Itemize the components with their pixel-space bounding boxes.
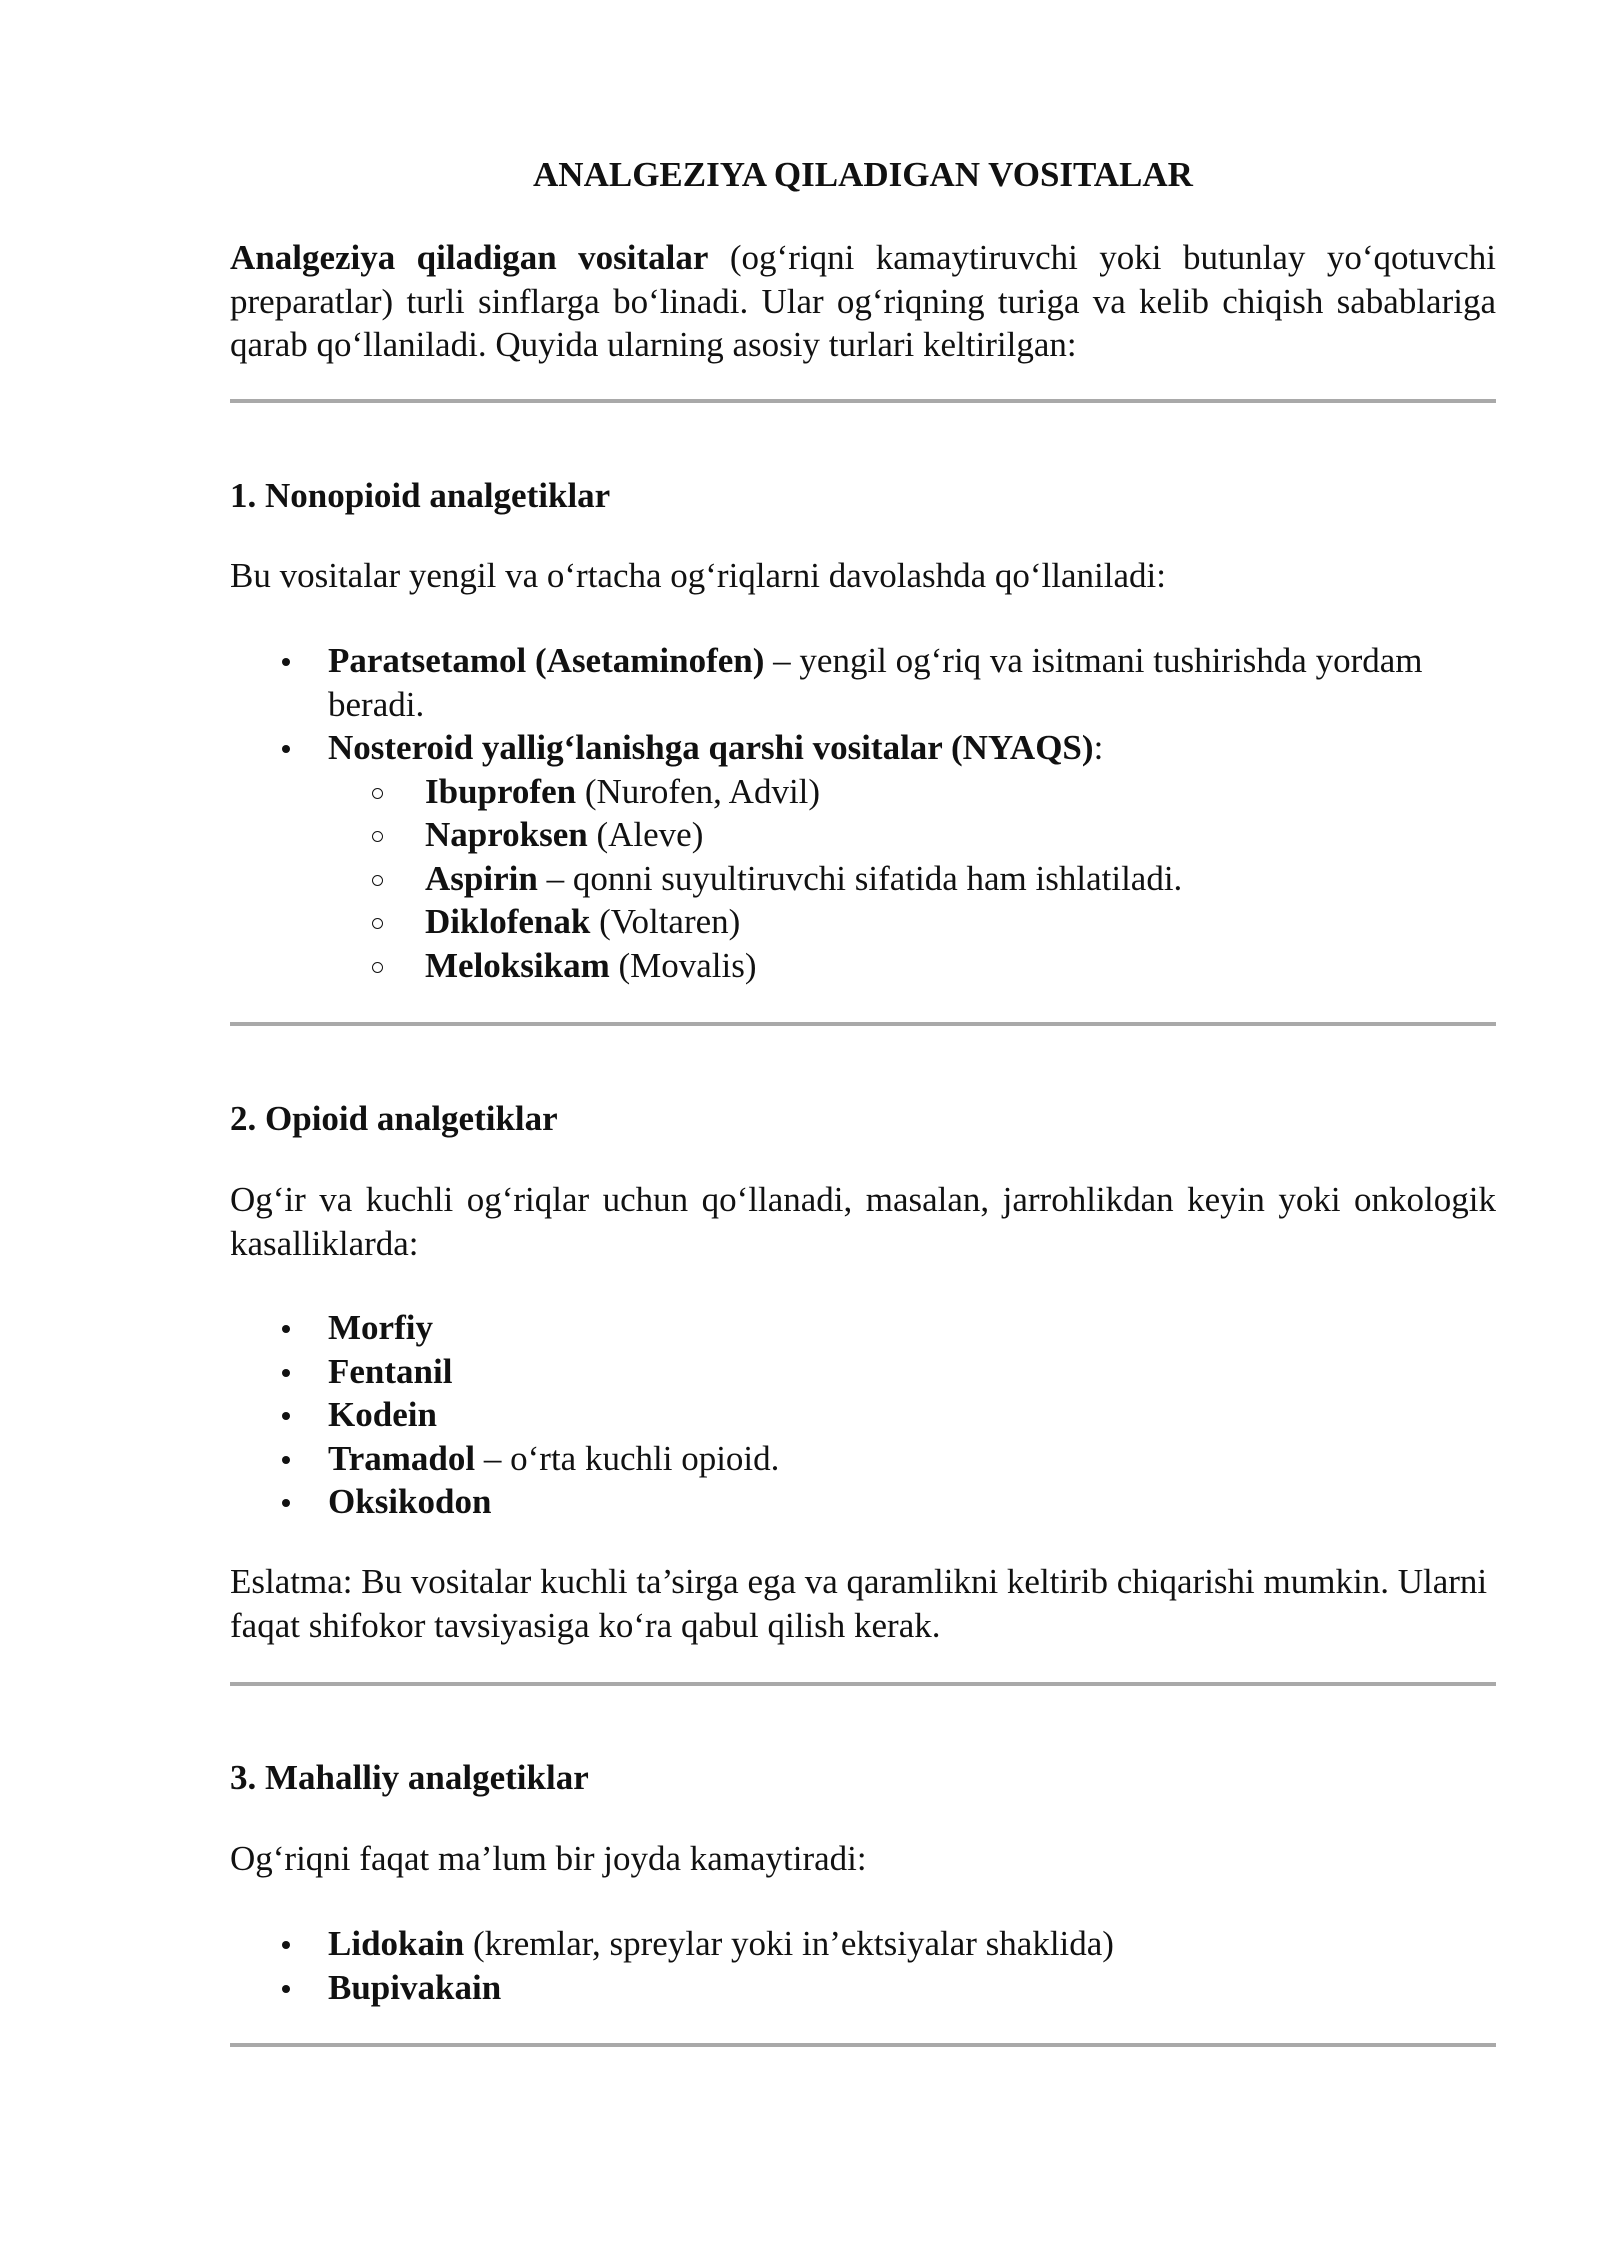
circle-bullet-icon	[372, 788, 383, 799]
item-bold: Oksikodon	[328, 1482, 492, 1521]
section-1-description: Bu vositalar yengil va oʻrtacha ogʻriqlarni davolashda qoʻllaniladi:	[230, 556, 1166, 595]
circle-bullet-icon	[372, 831, 383, 842]
bullet-icon	[282, 1412, 290, 1420]
sub-list-item	[328, 944, 1520, 988]
list-item	[230, 1437, 1520, 1481]
subitem-text: (Movalis)	[609, 945, 757, 985]
intro-text: (ogʻriqni kamaytiruvchi yoki butunlay yoʻqotuvchi preparatlar) turli sinflarga boʻlinadi. Ular ogʻriqning turiga va kelib chiqish sabablariga qarab qoʻllaniladi. Quyida ularning asosiy turlari keltirilgan:	[230, 238, 1496, 364]
document-title: ANALGEZIYA QILADIGAN VOSITALAR	[533, 155, 1193, 194]
intro-paragraph	[230, 236, 1496, 367]
item-bold: Kodein	[328, 1395, 437, 1434]
subitem-bold: Diklofenak	[425, 902, 591, 941]
section-2-description: Ogʻir va kuchli ogʻriqlar uchun qoʻllanadi, masalan, jarrohlikdan keyin yoki onkologik kasalliklarda:	[230, 1180, 1496, 1263]
subitem-bold: Aspirin	[425, 858, 538, 898]
item-text: :	[1093, 728, 1104, 767]
list-item	[230, 1393, 1520, 1437]
bullet-icon	[282, 1456, 290, 1464]
bullet-icon	[282, 1985, 290, 1993]
list-item	[230, 1350, 1520, 1394]
section-3-heading: 3. Mahalliy analgetiklar	[230, 1758, 589, 1797]
circle-bullet-icon	[372, 962, 383, 973]
circle-bullet-icon	[372, 918, 383, 929]
item-text: – oʻrta kuchli opioid.	[475, 1438, 780, 1478]
item-bold: Morfiy	[328, 1308, 433, 1347]
section-3-list	[230, 1922, 1520, 2009]
bullet-icon	[282, 1325, 290, 1333]
section-2-note: Eslatma: Bu vositalar kuchli ta’sirga ega va qaramlikni keltirib chiqarishi mumkin. Ularni faqat shifokor tavsiyasiga koʻra qabul qilish kerak.	[230, 1562, 1488, 1645]
item-bold: Tramadol	[328, 1438, 476, 1478]
section-1-list	[230, 639, 1520, 987]
list-item	[230, 1480, 1520, 1524]
sub-list-item	[328, 900, 1520, 944]
sub-list-item	[328, 813, 1520, 857]
item-text: (kremlar, spreylar yoki in’ektsiyalar shaklida)	[464, 1924, 1114, 1963]
divider-1	[230, 399, 1496, 403]
sub-list-item	[328, 770, 1520, 814]
list-item	[230, 639, 1520, 726]
bullet-icon	[282, 745, 290, 753]
intro-bold-term: Analgeziya qiladigan vositalar	[230, 238, 709, 277]
circle-bullet-icon	[372, 875, 383, 886]
bullet-icon	[282, 658, 290, 666]
subitem-bold: Meloksikam	[425, 945, 610, 985]
divider-4	[230, 2043, 1496, 2047]
section-2-heading: 2. Opioid analgetiklar	[230, 1099, 558, 1138]
item-bold: Nosteroid yalligʻlanishga qarshi vositalar (NYAQS)	[328, 728, 1094, 767]
list-item	[230, 1306, 1520, 1350]
subitem-text: – qonni suyultiruvchi sifatida ham ishlatiladi.	[537, 858, 1183, 898]
bullet-icon	[282, 1499, 290, 1507]
subitem-bold: Naproksen	[425, 815, 588, 854]
bullet-icon	[282, 1941, 290, 1949]
section-2-list	[230, 1306, 1520, 1524]
section-1-heading: 1. Nonopioid analgetiklar	[230, 476, 611, 515]
section-3-description: Ogʻriqni faqat ma’lum bir joyda kamaytiradi:	[230, 1839, 867, 1878]
item-bold: Bupivakain	[328, 1967, 502, 2007]
divider-2	[230, 1022, 1496, 1026]
subitem-text: (Voltaren)	[590, 902, 741, 941]
subitem-text: (Nurofen, Advil)	[576, 771, 821, 811]
subitem-text: (Aleve)	[587, 815, 704, 854]
subitem-bold: Ibuprofen	[425, 771, 577, 811]
list-item	[230, 1966, 1520, 2010]
item-bold: Fentanil	[328, 1351, 453, 1391]
sub-list-item	[328, 857, 1520, 901]
item-text: – yengil ogʻriq va isitmani tushirishda yordam beradi.	[328, 641, 1423, 724]
nsaid-sublist	[328, 770, 1520, 988]
item-bold: Paratsetamol (Asetaminofen)	[328, 641, 765, 680]
item-bold: Lidokain	[328, 1924, 465, 1963]
list-item	[230, 726, 1520, 987]
divider-3	[230, 1682, 1496, 1686]
bullet-icon	[282, 1369, 290, 1377]
list-item	[230, 1922, 1520, 1966]
